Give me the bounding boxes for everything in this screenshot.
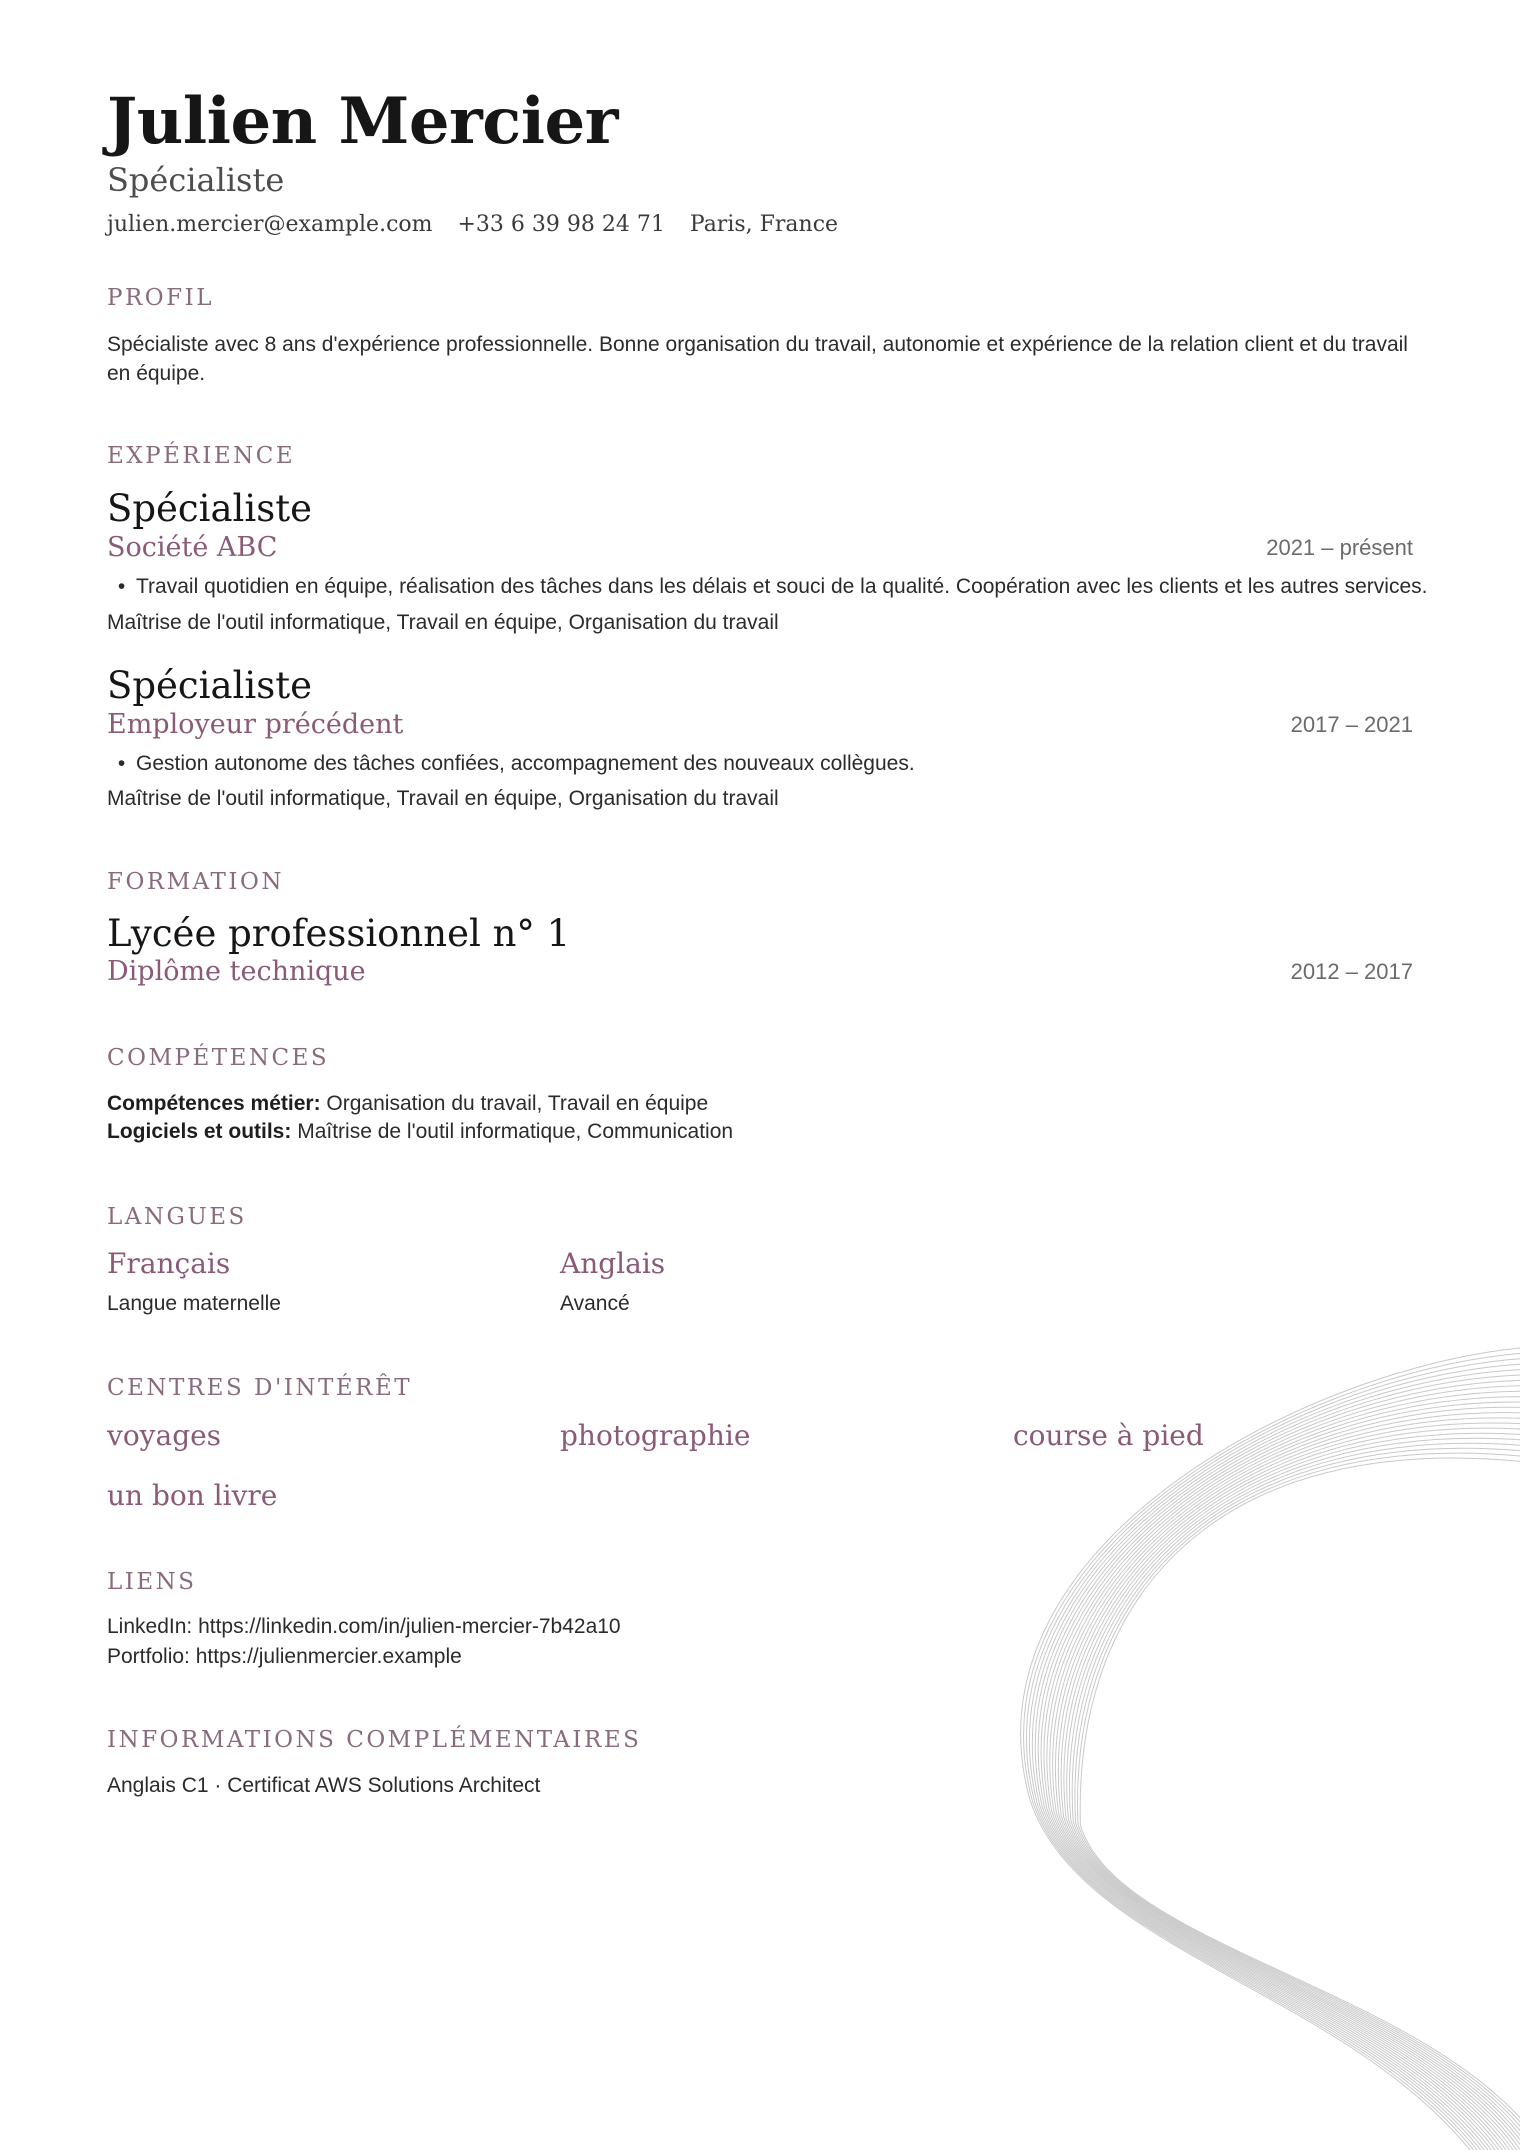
decorative-curve [1041,1386,1520,2150]
additional-text: Anglais C1 · Certificat AWS Solutions Architect [107,1774,541,1797]
job-company: Société ABC [107,532,278,563]
decorative-curve [1078,1453,1520,2150]
job-bullet: • Travail quotidien en équipe, réalisation des tâches dans les délais et souci de la qualité. Coopération avec les clients et les autres services. [117,575,1428,598]
email-link[interactable]: julien.mercier@example.com [107,212,433,237]
phone-number: +33 6 39 98 24 71 [457,212,665,237]
decorative-curve [1061,1423,1520,2150]
job-skills: Maîtrise de l'outil informatique, Travail en équipe, Organisation du travail [107,611,779,634]
education-degree: Diplôme technique [107,956,366,987]
education-school: Lycée professionnel n° 1 [107,912,571,955]
profile-text: Spécialiste avec 8 ans d'expérience professionnelle. Bonne organisation du travail, autonomie et expérience de la relation client et du travail en équipe. [107,333,1408,385]
portfolio-link[interactable]: Portfolio: https://julienmercier.example [107,1645,462,1668]
interest-item: un bon livre [107,1479,278,1512]
interest-item: course à pied [1013,1419,1204,1452]
decorative-curve [1058,1418,1520,2150]
linkedin-link[interactable]: LinkedIn: https://linkedin.com/in/julien-mercier-7b42a10 [107,1615,621,1638]
decorative-curve [1050,1402,1520,2150]
decorative-curve [1024,1353,1520,2150]
interest-item: voyages [107,1419,222,1452]
decorative-curve [1069,1438,1520,2150]
decorative-curve [1035,1375,1520,2150]
decorative-curve [1029,1364,1520,2150]
section-heading-languages: LANGUES [107,1204,247,1230]
job-dates: 2021 – présent [1266,535,1413,560]
decorative-curve [1064,1428,1520,2150]
language-level: Langue maternelle [107,1292,281,1315]
job-company: Employeur précédent [107,709,404,740]
candidate-title: Spécialiste [107,161,285,199]
section-heading-additional: INFORMATIONS COMPLÉMENTAIRES [107,1727,642,1753]
decorative-curve [1072,1443,1520,2150]
job-skills: Maîtrise de l'outil informatique, Travail en équipe, Organisation du travail [107,787,779,810]
section-heading-interests: CENTRES D'INTÉRÊT [107,1375,413,1401]
decorative-curve [1038,1380,1520,2150]
skills-line: Logiciels et outils: Maîtrise de l'outil informatique, Communication [107,1120,734,1143]
section-heading-links: LIENS [107,1569,197,1595]
section-heading-skills: COMPÉTENCES [107,1045,330,1071]
contact-line [107,210,856,240]
decorative-curve [1032,1370,1520,2150]
job-role: Spécialiste [107,487,312,530]
candidate-name: Julien Mercier [107,84,618,159]
section-heading-education: FORMATION [107,869,284,895]
decorative-curve [1053,1407,1520,2150]
section-heading-profile: PROFIL [107,285,214,311]
job-bullet: • Gestion autonome des tâches confiées, accompagnement des nouveaux collègues. [117,752,915,775]
job-role: Spécialiste [107,664,312,707]
location: Paris, France [689,212,839,237]
interest-item: photographie [560,1419,751,1452]
section-heading-experience: EXPÉRIENCE [107,443,296,469]
language-name: Français [107,1247,231,1280]
education-dates: 2012 – 2017 [1290,959,1413,984]
decorative-curve [1047,1397,1520,2150]
language-name: Anglais [560,1247,666,1280]
decorative-curve [1044,1391,1520,2150]
skills-line: Compétences métier: Organisation du travail, Travail en équipe [107,1092,709,1115]
language-level: Avancé [560,1292,630,1315]
job-dates: 2017 – 2021 [1290,712,1413,737]
